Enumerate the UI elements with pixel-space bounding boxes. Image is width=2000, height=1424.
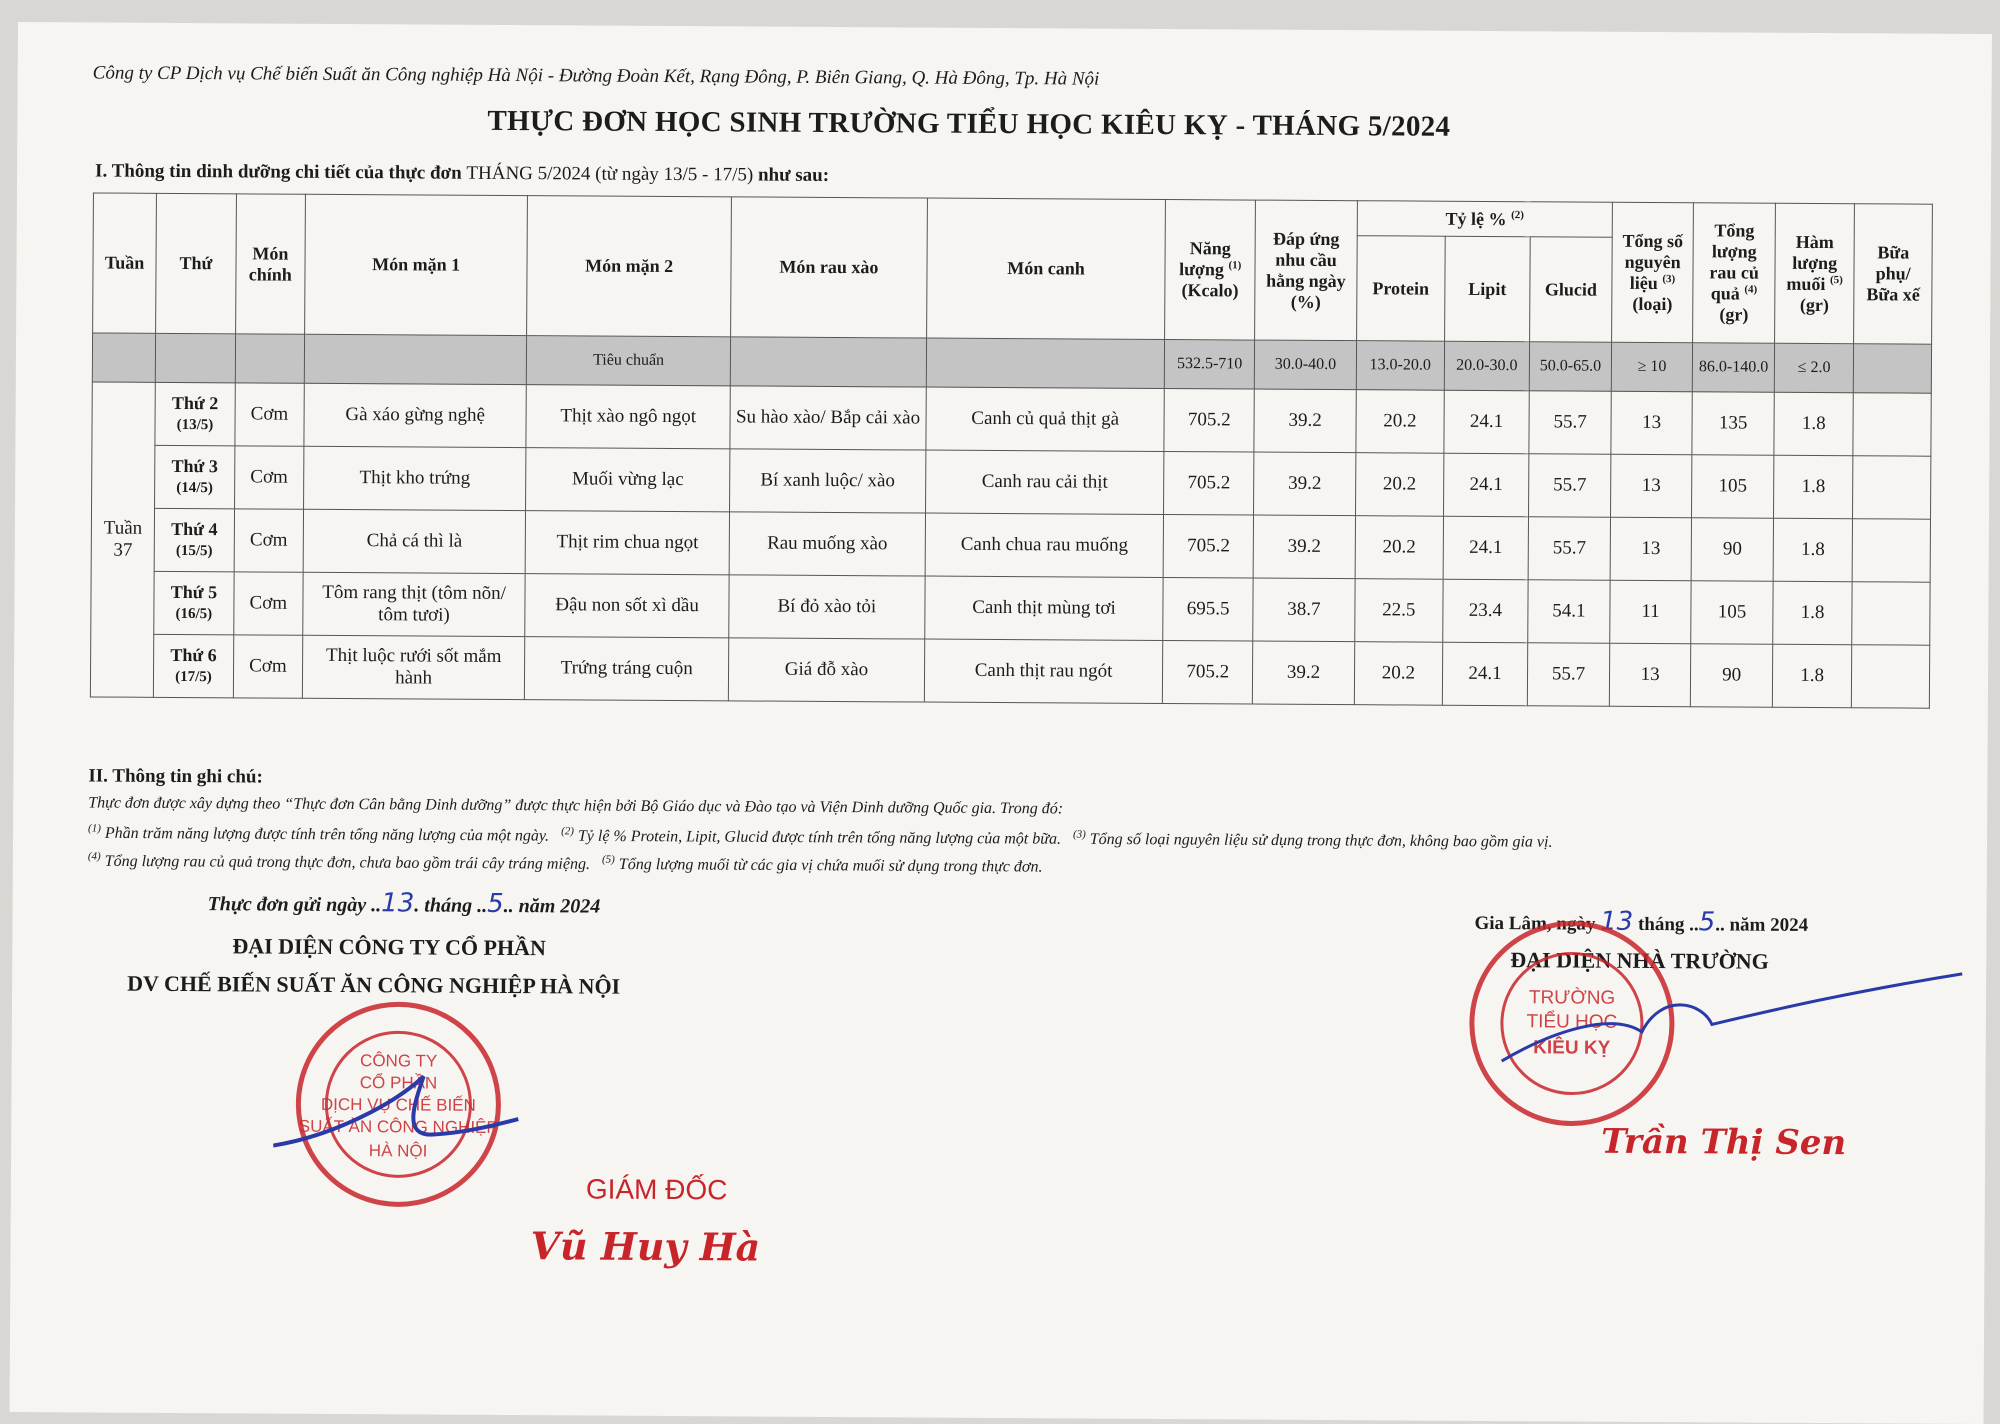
svg-text:DỊCH VỤ CHẾ BIẾN: DỊCH VỤ CHẾ BIẾN [320,1094,476,1115]
main-dish-cell: Cơm [233,635,303,698]
main-dish-cell: Cơm [233,572,303,635]
col-mon-man-1: Món mặn 1 [305,194,528,335]
company-stamp [273,996,524,1218]
energy-cell: 705.2 [1164,389,1254,453]
school-stamp [1461,911,1982,1144]
salt-cell: 1.8 [1773,455,1853,518]
table-row [91,571,1930,645]
notes-line-1: $^{(1)}$ Phần trăm năng lượng được tính trên tổng năng lượng của một ngày. $^{(2)}$ Tỷ lệ % Protein, Lipit, Glucid được tính trên tổng năng lượng của một bữa. $^{(3)}$ Tổng số loại nguyên liệu sử dụng trong thực đơn, không bao gồm gia vị. [88,822,1553,851]
glucid-cell: 55.7 [1528,517,1610,580]
table-row [90,634,1929,708]
day-cell: Thứ 2 (13/5) [155,382,235,445]
lipit-cell: 24.1 [1443,453,1529,517]
std-glucid: 50.0-65.0 [1530,342,1612,391]
section-1-heading [95,160,829,186]
col-mon-rau-xao: Món rau xào [731,197,928,338]
notes-intro: Thực đơn được xây dựng theo “Thực đơn Cân bằng Dinh dưỡng” được thực hiện bởi Bộ Giáo dục và Đào tạo và Viện Dinh dưỡng Quốc gia. Trong đó: [88,794,1064,818]
std-dap-ung: 30.0-40.0 [1254,340,1356,390]
week-cell: Tuần 37 [90,382,155,697]
col-ham-luong: Hàm lượng muối $^{(5)}$ (gr) [1774,203,1854,343]
lipit-cell: 24.1 [1444,390,1530,454]
vegetable-cell: Bí đỏ xào tỏi [729,575,925,639]
page-title: THỰC ĐƠN HỌC SINH TRƯỜNG TIỂU HỌC KIÊU KỴ - THÁNG 5/2024 [487,104,1451,143]
requirement-cell: 39.2 [1254,452,1356,516]
requirement-cell: 39.2 [1252,641,1354,705]
lipit-cell: 23.4 [1442,579,1528,643]
school-date: Gia Lâm, ngày 13 tháng ..5.. năm 2024 [1474,906,1809,938]
std-tong-luong: 86.0-140.0 [1693,343,1775,392]
section-1-end: như sau: [757,164,830,186]
std-nang-luong: 532.5-710 [1165,340,1255,390]
requirement-cell: 39.2 [1253,515,1355,579]
vegetable-cell: Bí xanh luộc/ xào [730,449,926,513]
protein-cell: 22.5 [1355,579,1443,643]
snack-cell [1853,456,1931,519]
company-header: Công ty CP Dịch vụ Chế biến Suất ăn Công nghiệp Hà Nội - Đường Đoàn Kết, Rạng Đông, P. Biên Giang, Q. Hà Đông, Tp. Hà Nội [92,62,1100,90]
energy-cell: 705.2 [1163,515,1253,579]
svg-text:CỔ PHẦN: CỔ PHẦN [359,1073,438,1093]
director-name: Vũ Huy Hà [530,1223,761,1270]
col-dap-ung: Đáp ứng nhu cầu hằng ngày (%) [1255,200,1358,341]
main-dish-cell: Cơm [235,383,305,446]
col-bua-phu: Bữa phụ/ Bữa xế [1854,204,1932,344]
vegetables-amount-cell: 105 [1691,581,1773,644]
salt-cell: 1.8 [1772,644,1852,707]
section-1-period: THÁNG 5/2024 (từ ngày 13/5 - 17/5) [466,162,754,186]
vegetable-cell: Giá đỗ xào [728,638,924,702]
day-cell: Thứ 3 (14/5) [155,445,235,508]
day-cell: Thứ 6 (17/5) [154,634,234,697]
savory-2-cell: Muối vừng lạc [526,448,730,512]
section-2-heading: II. Thông tin ghi chú: [88,765,263,788]
glucid-cell: 55.7 [1529,391,1611,454]
savory-2-cell: Thịt rim chua ngọt [525,511,729,575]
nutrition-menu-table [90,192,1933,708]
savory-2-cell: Trứng tráng cuộn [525,637,729,701]
svg-text:TIỂU HỌC: TIỂU HỌC [1526,1011,1618,1033]
savory-1-cell: Chả cá thì là [303,509,526,573]
savory-2-cell: Thịt xào ngô ngọt [526,385,730,449]
protein-cell: 20.2 [1354,642,1442,706]
vegetables-amount-cell: 105 [1692,455,1774,518]
col-tong-luong: Tổng lượng rau củ quả $^{(4)}$ (gr) [1693,203,1775,343]
notes-line-2: $^{(4)}$ Tổng lượng rau củ quả trong thực đơn, chưa bao gồm trái cây tráng miệng. $^{(5)}$ Tổng lượng muối từ các gia vị chứa muối sử dụng trong thực đơn. [87,850,1043,876]
day-cell: Thứ 5 (16/5) [154,571,234,634]
snack-cell [1852,582,1930,645]
svg-text:KIÊU KỴ: KIÊU KỴ [1533,1037,1611,1059]
vegetables-amount-cell: 90 [1691,518,1773,581]
ingredients-cell: 13 [1611,391,1693,454]
col-mon-chinh: Món chính [235,194,305,334]
principal-name: Trần Thị Sen [1601,1121,1847,1164]
col-tong-so: Tổng số nguyên liệu $^{(3)}$ (loại) [1611,202,1693,342]
protein-cell: 20.2 [1355,453,1443,517]
vegetable-cell: Su hào xào/ Bắp cải xào [730,386,926,450]
col-glucid: Glucid [1530,237,1612,342]
energy-cell: 695.5 [1163,578,1253,642]
std-protein: 13.0-20.0 [1356,341,1444,391]
energy-cell: 705.2 [1163,641,1253,705]
protein-cell: 20.2 [1356,390,1444,454]
std-ham-luong: ≤ 2.0 [1774,343,1854,392]
standard-label: Tiêu chuẩn [527,336,731,386]
ingredients-cell: 13 [1609,643,1691,706]
ingredients-cell: 13 [1610,517,1692,580]
table-row [91,508,1930,582]
col-thu: Thứ [156,193,236,333]
main-dish-cell: Cơm [234,509,304,572]
soup-cell: Canh rau cải thịt [925,450,1164,514]
glucid-cell: 55.7 [1529,454,1611,517]
school-rep: ĐẠI DIỆN NHÀ TRƯỜNG [1510,947,1769,974]
table-row [92,445,1931,519]
energy-cell: 705.2 [1164,452,1254,516]
snack-cell [1853,393,1931,456]
glucid-cell: 55.7 [1528,643,1610,706]
vegetables-amount-cell: 90 [1691,644,1773,707]
savory-1-cell: Tôm rang thịt (tôm nõn/ tôm tươi) [303,572,526,636]
col-protein: Protein [1357,236,1445,342]
table-row [92,382,1931,456]
svg-text:HÀ NỘI: HÀ NỘI [368,1141,428,1161]
company-rep-line-2: DV CHẾ BIẾN SUẤT ĂN CÔNG NGHIỆP HÀ NỘI [127,970,621,999]
lipit-cell: 24.1 [1443,516,1529,580]
table-header-row [93,193,1932,239]
company-rep-line-1: ĐẠI DIỆN CÔNG TY CỔ PHẦN [232,933,546,961]
col-lipit: Lipit [1444,236,1530,342]
menu-document [10,22,1992,1424]
salt-cell: 1.8 [1773,581,1853,644]
std-lipit: 20.0-30.0 [1444,341,1530,391]
std-tong-so: ≥ 10 [1611,342,1693,391]
soup-cell: Canh thịt mùng tơi [925,576,1164,640]
svg-text:TRƯỜNG: TRƯỜNG [1528,987,1616,1009]
snack-cell [1853,519,1931,582]
col-mon-canh: Món canh [926,198,1165,339]
col-ty-le: Tỷ lệ % $^{(2)}$ [1357,201,1612,238]
savory-2-cell: Đậu non sốt xì dầu [525,574,729,638]
salt-cell: 1.8 [1774,392,1854,455]
svg-text:SUẤT ĂN CÔNG NGHIỆP: SUẤT ĂN CÔNG NGHIỆP [298,1116,498,1137]
sent-date: Thực đơn gửi ngày ..13. tháng ..5.. năm 2024 [207,888,601,919]
lipit-cell: 24.1 [1442,642,1528,706]
soup-cell: Canh củ quả thịt gà [926,387,1165,451]
snack-cell [1852,645,1930,708]
svg-text:CÔNG TY: CÔNG TY [360,1051,438,1071]
requirement-cell: 38.7 [1253,578,1355,642]
section-1-label: I. Thông tin dinh dưỡng chi tiết của thực đơn [95,160,462,184]
vegetable-cell: Rau muống xào [729,512,925,576]
col-nang-luong: Năng lượng $^{(1)}$ (Kcalo) [1165,200,1256,341]
vegetables-amount-cell: 135 [1692,392,1774,455]
col-mon-man-2: Món mặn 2 [527,196,732,337]
protein-cell: 20.2 [1355,516,1443,580]
col-tuan: Tuần [93,193,157,333]
ingredients-cell: 11 [1610,580,1692,643]
salt-cell: 1.8 [1773,518,1853,581]
glucid-cell: 54.1 [1528,580,1610,643]
savory-1-cell: Thịt kho trứng [304,446,527,510]
day-cell: Thứ 4 (15/5) [154,508,234,571]
soup-cell: Canh chua rau muống [925,513,1164,577]
director-title: GIÁM ĐỐC [585,1173,728,1206]
savory-1-cell: Gà xáo gừng nghệ [304,383,527,447]
soup-cell: Canh thịt rau ngót [924,639,1163,703]
main-dish-cell: Cơm [234,446,304,509]
savory-1-cell: Thịt luộc rưới sốt mắm hành [302,635,525,699]
ingredients-cell: 13 [1610,454,1692,517]
requirement-cell: 39.2 [1254,389,1356,453]
